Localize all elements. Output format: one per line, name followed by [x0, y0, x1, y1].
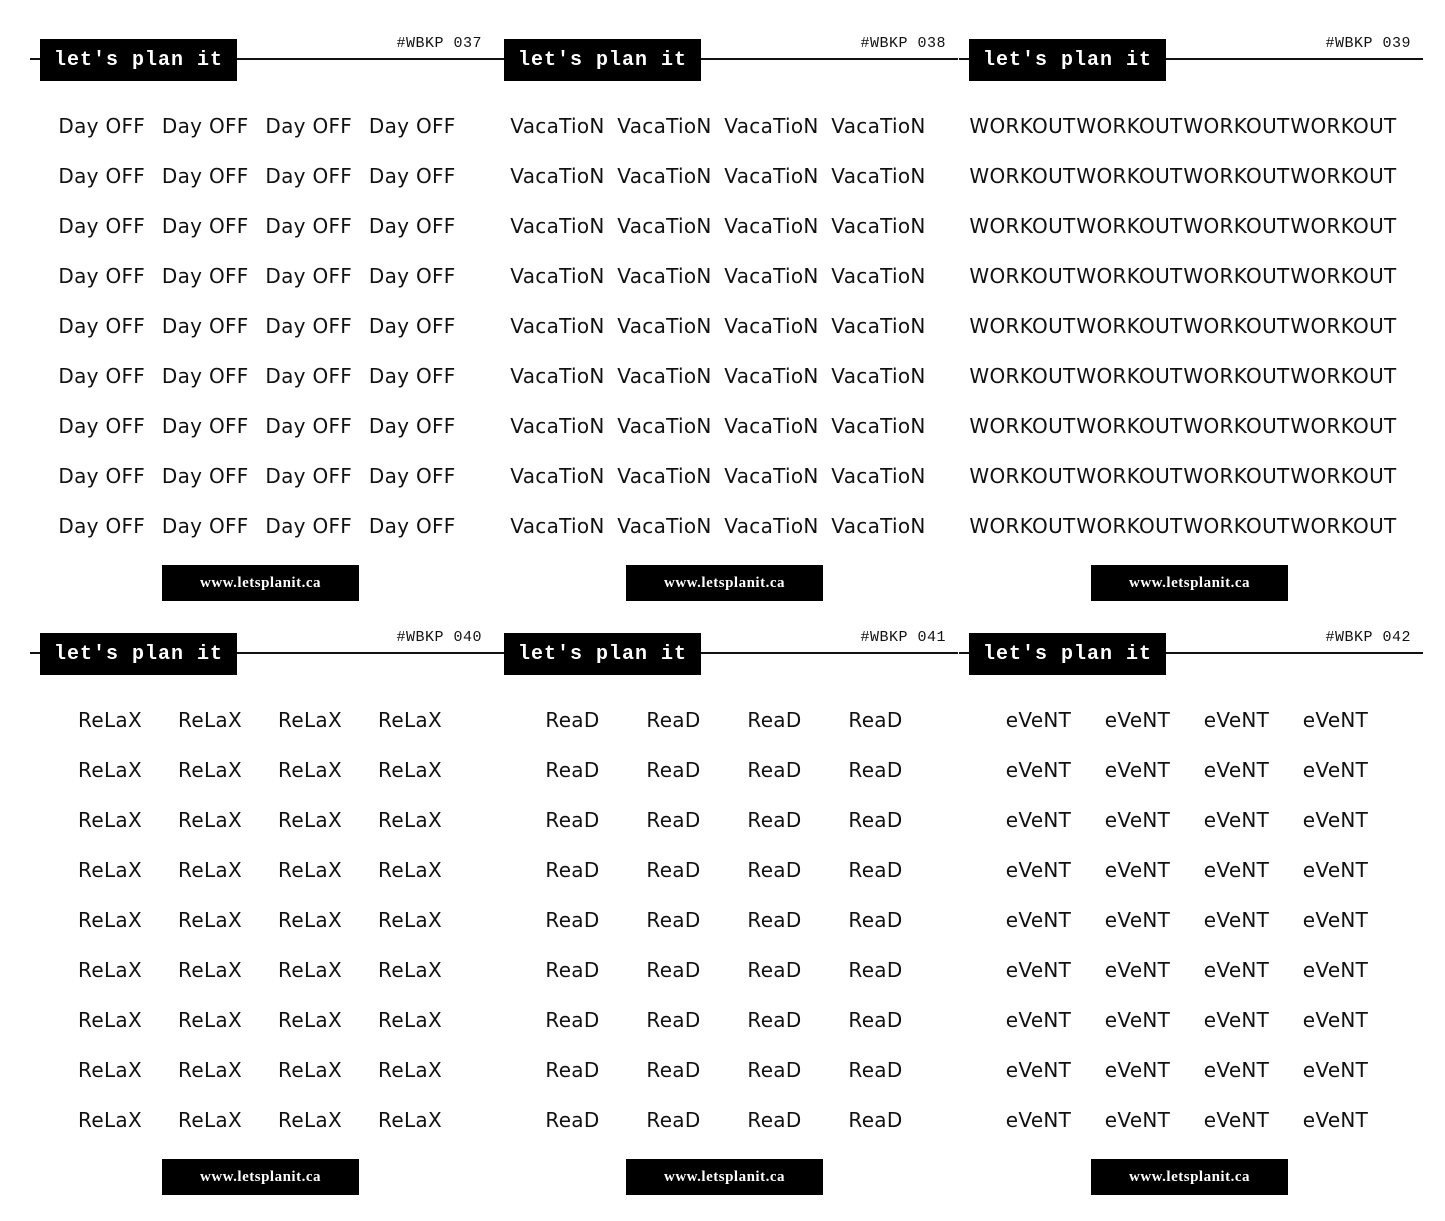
sticker-label: ReLaX — [378, 908, 442, 932]
sticker-label: VacaTioN — [724, 214, 819, 238]
website-footer: www.letsplanit.ca — [162, 565, 359, 601]
sticker-label: eVeNT — [1005, 908, 1072, 932]
sticker-label: WORKOUT — [1290, 514, 1397, 538]
sticker-label: ReaD — [848, 1008, 903, 1032]
sticker-label: WORKOUT — [969, 314, 1076, 338]
sticker-label: VacaTioN — [724, 114, 819, 138]
sticker-label: eVeNT — [1302, 808, 1369, 832]
sticker-label: WORKOUT — [1076, 264, 1183, 288]
sticker-label: eVeNT — [1104, 958, 1171, 982]
sticker-label: ReLaX — [178, 1058, 242, 1082]
sticker-label: VacaTioN — [617, 164, 712, 188]
sticker-label: ReLaX — [78, 708, 142, 732]
sticker-label: eVeNT — [1203, 758, 1270, 782]
sticker-label: eVeNT — [1203, 1008, 1270, 1032]
sticker-label: ReaD — [646, 1058, 701, 1082]
sticker-label: ReaD — [646, 758, 701, 782]
sticker-label: Day OFF — [265, 164, 353, 188]
sticker-label: ReaD — [646, 908, 701, 932]
sticker-label: WORKOUT — [1076, 314, 1183, 338]
sticker-label: VacaTioN — [510, 214, 605, 238]
sticker-label: Day OFF — [368, 364, 456, 388]
sticker-label: ReLaX — [78, 758, 142, 782]
sticker-label: ReaD — [848, 858, 903, 882]
sticker-label: ReLaX — [78, 808, 142, 832]
sticker-label: ReLaX — [278, 1058, 342, 1082]
sticker-label: eVeNT — [1302, 858, 1369, 882]
sticker-label: ReLaX — [78, 858, 142, 882]
sticker-label: VacaTioN — [831, 514, 926, 538]
sticker-label: ReaD — [747, 858, 802, 882]
sticker-label: ReLaX — [278, 858, 342, 882]
sticker-label: eVeNT — [1104, 808, 1171, 832]
sticker-grid — [522, 695, 926, 1145]
sticker-label: ReLaX — [178, 1108, 242, 1132]
sticker-label: Day OFF — [161, 264, 249, 288]
website-footer: www.letsplanit.ca — [1091, 565, 1288, 601]
sticker-label: VacaTioN — [510, 114, 605, 138]
sticker-label: ReLaX — [178, 708, 242, 732]
sticker-label: ReaD — [848, 758, 903, 782]
sticker-label: eVeNT — [1005, 958, 1072, 982]
sticker-label: ReaD — [646, 1008, 701, 1032]
website-footer: www.letsplanit.ca — [1091, 1159, 1288, 1195]
sticker-sheet — [959, 33, 1423, 627]
sticker-label: Day OFF — [265, 464, 353, 488]
sticker-label: Day OFF — [58, 464, 146, 488]
brand-label: let's plan it — [504, 633, 701, 675]
sticker-label: ReaD — [747, 1008, 802, 1032]
sticker-label: Day OFF — [368, 414, 456, 438]
sticker-label: ReLaX — [278, 1008, 342, 1032]
sticker-label: ReLaX — [278, 758, 342, 782]
sticker-label: Day OFF — [58, 364, 146, 388]
sticker-label: ReaD — [747, 708, 802, 732]
sticker-label: ReaD — [848, 1108, 903, 1132]
sticker-label: WORKOUT — [1290, 264, 1397, 288]
sticker-sheet — [30, 627, 494, 1221]
sticker-label: eVeNT — [1005, 758, 1072, 782]
sticker-label: VacaTioN — [617, 314, 712, 338]
sticker-label: ReLaX — [378, 958, 442, 982]
sticker-label: eVeNT — [1302, 1108, 1369, 1132]
sticker-label: eVeNT — [1203, 958, 1270, 982]
sticker-label: WORKOUT — [1290, 464, 1397, 488]
sticker-grid — [60, 695, 460, 1145]
sticker-label: WORKOUT — [1076, 114, 1183, 138]
sheet-code: #WBKP 041 — [860, 629, 946, 646]
sticker-label: Day OFF — [265, 364, 353, 388]
sticker-label: VacaTioN — [831, 164, 926, 188]
sticker-label: Day OFF — [58, 214, 146, 238]
sticker-label: VacaTioN — [831, 364, 926, 388]
sticker-label: VacaTioN — [617, 264, 712, 288]
sticker-label: ReaD — [747, 908, 802, 932]
sticker-label: WORKOUT — [1183, 314, 1290, 338]
sticker-label: eVeNT — [1104, 708, 1171, 732]
sticker-label: Day OFF — [265, 514, 353, 538]
sticker-label: VacaTioN — [617, 364, 712, 388]
sticker-label: WORKOUT — [1183, 264, 1290, 288]
sticker-label: VacaTioN — [724, 514, 819, 538]
sticker-label: Day OFF — [161, 114, 249, 138]
sticker-label: ReLaX — [78, 958, 142, 982]
sticker-label: eVeNT — [1302, 958, 1369, 982]
sticker-label: WORKOUT — [1290, 114, 1397, 138]
sticker-sheet — [494, 33, 958, 627]
sticker-label: eVeNT — [1104, 1058, 1171, 1082]
sticker-label: WORKOUT — [1076, 164, 1183, 188]
sheet-code: #WBKP 037 — [396, 35, 482, 52]
sticker-label: eVeNT — [1203, 908, 1270, 932]
sticker-label: VacaTioN — [724, 364, 819, 388]
sticker-label: Day OFF — [58, 314, 146, 338]
sheet-code: #WBKP 040 — [396, 629, 482, 646]
sticker-label: eVeNT — [1302, 1058, 1369, 1082]
sticker-label: eVeNT — [1302, 908, 1369, 932]
sticker-label: WORKOUT — [1183, 414, 1290, 438]
sheet-code: #WBKP 039 — [1325, 35, 1411, 52]
sticker-label: ReaD — [747, 958, 802, 982]
sticker-label: ReLaX — [278, 908, 342, 932]
sticker-grid — [989, 695, 1385, 1145]
sticker-label: ReaD — [545, 908, 600, 932]
sticker-label: WORKOUT — [1076, 514, 1183, 538]
sticker-label: ReLaX — [278, 1108, 342, 1132]
brand-label: let's plan it — [40, 39, 237, 81]
sticker-label: ReaD — [747, 808, 802, 832]
brand-label: let's plan it — [504, 39, 701, 81]
sticker-label: VacaTioN — [510, 464, 605, 488]
sticker-label: VacaTioN — [724, 314, 819, 338]
sticker-label: Day OFF — [58, 514, 146, 538]
sticker-label: ReaD — [545, 758, 600, 782]
sticker-label: eVeNT — [1203, 1108, 1270, 1132]
sticker-label: WORKOUT — [969, 264, 1076, 288]
sticker-grid — [969, 101, 1397, 551]
sticker-label: ReaD — [545, 808, 600, 832]
sticker-label: ReLaX — [378, 758, 442, 782]
brand-label: let's plan it — [40, 633, 237, 675]
sticker-label: eVeNT — [1302, 708, 1369, 732]
sticker-label: VacaTioN — [510, 314, 605, 338]
sticker-label: ReaD — [646, 958, 701, 982]
sticker-label: ReLaX — [178, 808, 242, 832]
sticker-label: ReaD — [646, 1108, 701, 1132]
sticker-label: Day OFF — [161, 364, 249, 388]
sticker-label: VacaTioN — [510, 414, 605, 438]
sticker-label: WORKOUT — [1290, 364, 1397, 388]
sticker-label: ReaD — [848, 958, 903, 982]
sticker-label: Day OFF — [368, 314, 456, 338]
sticker-label: WORKOUT — [969, 164, 1076, 188]
sticker-label: Day OFF — [161, 414, 249, 438]
sheet-code: #WBKP 042 — [1325, 629, 1411, 646]
sticker-label: ReaD — [646, 808, 701, 832]
sticker-label: Day OFF — [368, 464, 456, 488]
sticker-label: Day OFF — [368, 164, 456, 188]
sticker-label: ReaD — [545, 1108, 600, 1132]
sticker-label: eVeNT — [1005, 1058, 1072, 1082]
sticker-label: WORKOUT — [1290, 164, 1397, 188]
sticker-label: VacaTioN — [510, 364, 605, 388]
sticker-label: ReLaX — [178, 908, 242, 932]
sticker-grid — [50, 101, 464, 551]
sticker-label: eVeNT — [1203, 1058, 1270, 1082]
sticker-label: WORKOUT — [1076, 214, 1183, 238]
sticker-label: ReaD — [747, 758, 802, 782]
sticker-label: Day OFF — [58, 414, 146, 438]
sticker-label: WORKOUT — [969, 514, 1076, 538]
sticker-label: WORKOUT — [1076, 364, 1183, 388]
sticker-label: WORKOUT — [969, 464, 1076, 488]
sticker-label: ReaD — [747, 1108, 802, 1132]
brand-label: let's plan it — [969, 39, 1166, 81]
sticker-label: WORKOUT — [1183, 114, 1290, 138]
sticker-label: eVeNT — [1302, 1008, 1369, 1032]
sticker-label: VacaTioN — [831, 214, 926, 238]
sticker-label: ReaD — [848, 1058, 903, 1082]
sticker-label: Day OFF — [265, 414, 353, 438]
sticker-label: Day OFF — [58, 164, 146, 188]
sticker-label: eVeNT — [1302, 758, 1369, 782]
sticker-label: eVeNT — [1005, 808, 1072, 832]
sticker-label: ReLaX — [78, 1058, 142, 1082]
sticker-sheet — [30, 33, 494, 627]
sticker-label: VacaTioN — [617, 514, 712, 538]
sticker-label: VacaTioN — [831, 314, 926, 338]
sticker-label: Day OFF — [58, 264, 146, 288]
sticker-label: Day OFF — [161, 464, 249, 488]
brand-label: let's plan it — [969, 633, 1166, 675]
sticker-label: WORKOUT — [969, 414, 1076, 438]
website-footer: www.letsplanit.ca — [626, 1159, 823, 1195]
sticker-label: ReaD — [646, 858, 701, 882]
sticker-label: Day OFF — [368, 114, 456, 138]
sticker-label: WORKOUT — [1290, 414, 1397, 438]
website-footer: www.letsplanit.ca — [626, 565, 823, 601]
sticker-label: WORKOUT — [1183, 214, 1290, 238]
sticker-label: ReaD — [545, 708, 600, 732]
sticker-label: ReLaX — [278, 808, 342, 832]
sticker-label: VacaTioN — [724, 164, 819, 188]
sticker-label: eVeNT — [1203, 858, 1270, 882]
sticker-label: eVeNT — [1005, 708, 1072, 732]
sticker-label: WORKOUT — [1290, 314, 1397, 338]
sticker-label: ReLaX — [178, 1008, 242, 1032]
sticker-label: Day OFF — [161, 164, 249, 188]
sticker-label: ReaD — [848, 808, 903, 832]
sticker-label: ReaD — [848, 908, 903, 932]
sticker-label: ReLaX — [378, 1058, 442, 1082]
sticker-label: ReLaX — [178, 758, 242, 782]
sheet-code: #WBKP 038 — [860, 35, 946, 52]
sticker-label: Day OFF — [265, 114, 353, 138]
sticker-label: WORKOUT — [969, 114, 1076, 138]
sticker-sheet — [959, 627, 1423, 1221]
sticker-label: ReaD — [545, 1058, 600, 1082]
sticker-label: eVeNT — [1005, 1108, 1072, 1132]
sticker-label: ReLaX — [378, 708, 442, 732]
sticker-label: VacaTioN — [724, 414, 819, 438]
sticker-label: eVeNT — [1104, 758, 1171, 782]
sticker-label: eVeNT — [1203, 808, 1270, 832]
sticker-label: VacaTioN — [510, 514, 605, 538]
sticker-label: WORKOUT — [1183, 364, 1290, 388]
sticker-label: eVeNT — [1104, 908, 1171, 932]
sticker-label: ReLaX — [378, 1108, 442, 1132]
sticker-label: VacaTioN — [617, 414, 712, 438]
sticker-label: ReLaX — [378, 858, 442, 882]
sticker-label: ReLaX — [378, 808, 442, 832]
sticker-label: VacaTioN — [831, 414, 926, 438]
sticker-label: VacaTioN — [617, 114, 712, 138]
sticker-label: Day OFF — [368, 214, 456, 238]
sticker-label: WORKOUT — [969, 214, 1076, 238]
sticker-label: VacaTioN — [617, 214, 712, 238]
sticker-label: WORKOUT — [1183, 164, 1290, 188]
sticker-label: VacaTioN — [510, 264, 605, 288]
sticker-label: ReaD — [646, 708, 701, 732]
sticker-label: WORKOUT — [1076, 464, 1183, 488]
sticker-label: VacaTioN — [831, 464, 926, 488]
sticker-label: Day OFF — [368, 264, 456, 288]
sticker-label: VacaTioN — [617, 464, 712, 488]
sticker-label: ReLaX — [78, 1108, 142, 1132]
sticker-label: eVeNT — [1104, 1008, 1171, 1032]
sticker-label: Day OFF — [265, 314, 353, 338]
sticker-label: WORKOUT — [1290, 214, 1397, 238]
sticker-grid — [504, 101, 932, 551]
sticker-label: eVeNT — [1005, 858, 1072, 882]
sticker-sheet — [494, 627, 958, 1221]
sticker-label: ReaD — [545, 858, 600, 882]
sticker-label: VacaTioN — [510, 164, 605, 188]
sticker-label: ReLaX — [78, 1008, 142, 1032]
sticker-label: eVeNT — [1104, 1108, 1171, 1132]
sticker-label: Day OFF — [265, 214, 353, 238]
sticker-label: Day OFF — [161, 514, 249, 538]
sticker-label: WORKOUT — [1183, 514, 1290, 538]
sticker-label: Day OFF — [368, 514, 456, 538]
sticker-label: eVeNT — [1104, 858, 1171, 882]
sticker-label: WORKOUT — [969, 364, 1076, 388]
sticker-label: Day OFF — [161, 214, 249, 238]
sticker-label: ReLaX — [178, 858, 242, 882]
sticker-label: ReLaX — [278, 708, 342, 732]
sticker-label: eVeNT — [1203, 708, 1270, 732]
sticker-label: ReLaX — [78, 908, 142, 932]
sticker-label: Day OFF — [161, 314, 249, 338]
sticker-label: VacaTioN — [831, 114, 926, 138]
sticker-label: VacaTioN — [724, 464, 819, 488]
sticker-label: ReLaX — [178, 958, 242, 982]
sticker-label: ReaD — [747, 1058, 802, 1082]
sticker-label: eVeNT — [1005, 1008, 1072, 1032]
sticker-label: VacaTioN — [831, 264, 926, 288]
sticker-label: VacaTioN — [724, 264, 819, 288]
sticker-label: ReLaX — [378, 1008, 442, 1032]
sticker-label: ReLaX — [278, 958, 342, 982]
sticker-label: ReaD — [545, 1008, 600, 1032]
sticker-label: WORKOUT — [1076, 414, 1183, 438]
sticker-label: WORKOUT — [1183, 464, 1290, 488]
sticker-label: ReaD — [848, 708, 903, 732]
sticker-label: ReaD — [545, 958, 600, 982]
sticker-label: Day OFF — [265, 264, 353, 288]
sticker-label: Day OFF — [58, 114, 146, 138]
website-footer: www.letsplanit.ca — [162, 1159, 359, 1195]
